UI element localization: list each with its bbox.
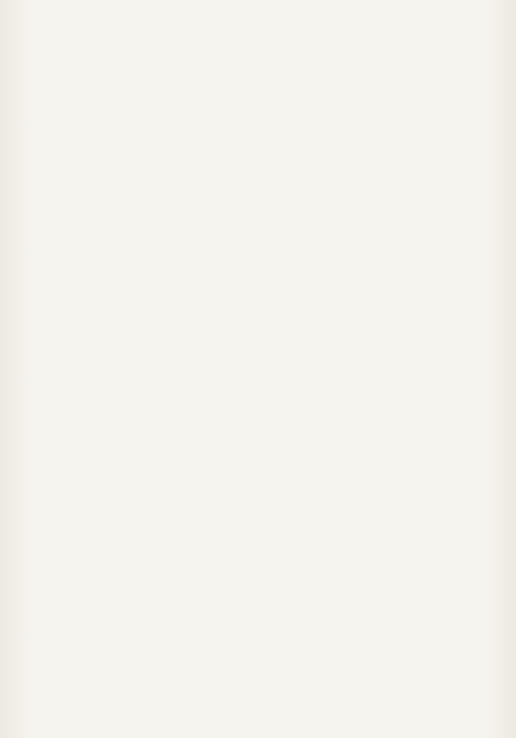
bottom-tier-text [27,366,489,686]
top-tier-text [27,22,489,342]
